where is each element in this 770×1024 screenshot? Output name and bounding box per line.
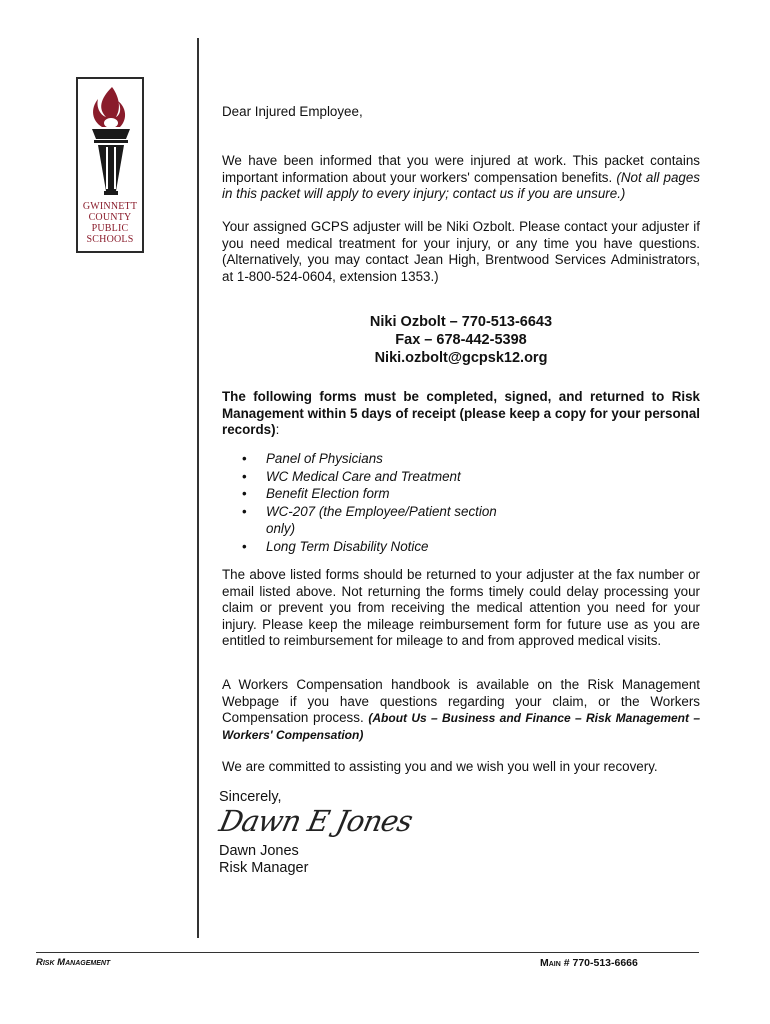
footer-rule: [36, 952, 699, 953]
footer-department: Risk Management: [36, 957, 111, 968]
logo-line: COUNTY: [88, 212, 132, 223]
list-item: • Long Term Disability Notice: [266, 538, 516, 556]
contact-email: Niki.ozbolt@gcpsk12.org: [374, 350, 548, 366]
logo-line: PUBLIC: [91, 223, 129, 234]
list-item: • Panel of Physicians: [266, 450, 516, 468]
logo-line: GWINNETT: [82, 201, 138, 212]
logo-line: SCHOOLS: [86, 234, 134, 245]
gcps-logo: [76, 77, 144, 253]
salutation: Dear Injured Employee,: [222, 104, 363, 119]
list-item: • WC-207 (the Employee/Patient section only): [266, 503, 516, 538]
forms-intro: The following forms must be completed, signed, and returned to Risk Management within 5 days of receipt (please keep a copy for your personal records):: [222, 389, 700, 437]
paragraph-adjuster: Your assigned GCPS adjuster will be Niki Ozbolt. Please contact your adjuster if you need medical treatment for your injury, or any time you have questions. (Alternatively, you may contact Jean High, Brentwood Services Administrators, at 1-800-524-0604, extension 1353.): [222, 219, 700, 284]
contact-block: [222, 313, 700, 367]
paragraph-return: The above listed forms should be returned to your adjuster at the fax number or email listed above. Not returning the forms timely could delay processing your claim or prevent you from receiving the medical attention you need for your injury. Please keep the mileage reimbursement form for future use as you are entitled to reimbursement for mileage to and from approved medical visits.: [222, 567, 700, 648]
vertical-rule: [197, 38, 199, 938]
contact-fax: Fax – 678-442-5398: [395, 332, 527, 348]
signer-title: Risk Manager: [219, 860, 309, 876]
paragraph-handbook: A Workers Compensation handbook is available on the Risk Management Webpage if you have questions regarding your claim, or the Workers Compensation process. (About Us – Business and Finance – Risk Management – Workers' Compensation): [222, 677, 700, 742]
paragraph-closing: We are committed to assisting you and we wish you well in your recovery.: [222, 759, 658, 774]
closing: Sincerely,: [219, 789, 282, 805]
paragraph-intro: We have been informed that you were injured at work. This packet contains important information about your workers' compensation benefits. (Not all pages in this packet will apply to every injury; contact us if you are unsure.): [222, 153, 700, 201]
footer-phone: Main # 770-513-6666: [540, 957, 638, 969]
forms-list: [222, 450, 744, 555]
list-item: • WC Medical Care and Treatment: [266, 468, 516, 486]
torch-icon: [78, 79, 142, 201]
contact-phone: Niki Ozbolt – 770-513-6643: [369, 314, 553, 330]
signer-name: Dawn Jones: [219, 843, 299, 859]
list-item: • Benefit Election form: [266, 485, 516, 503]
signature: Dawn E Jones: [216, 804, 416, 838]
